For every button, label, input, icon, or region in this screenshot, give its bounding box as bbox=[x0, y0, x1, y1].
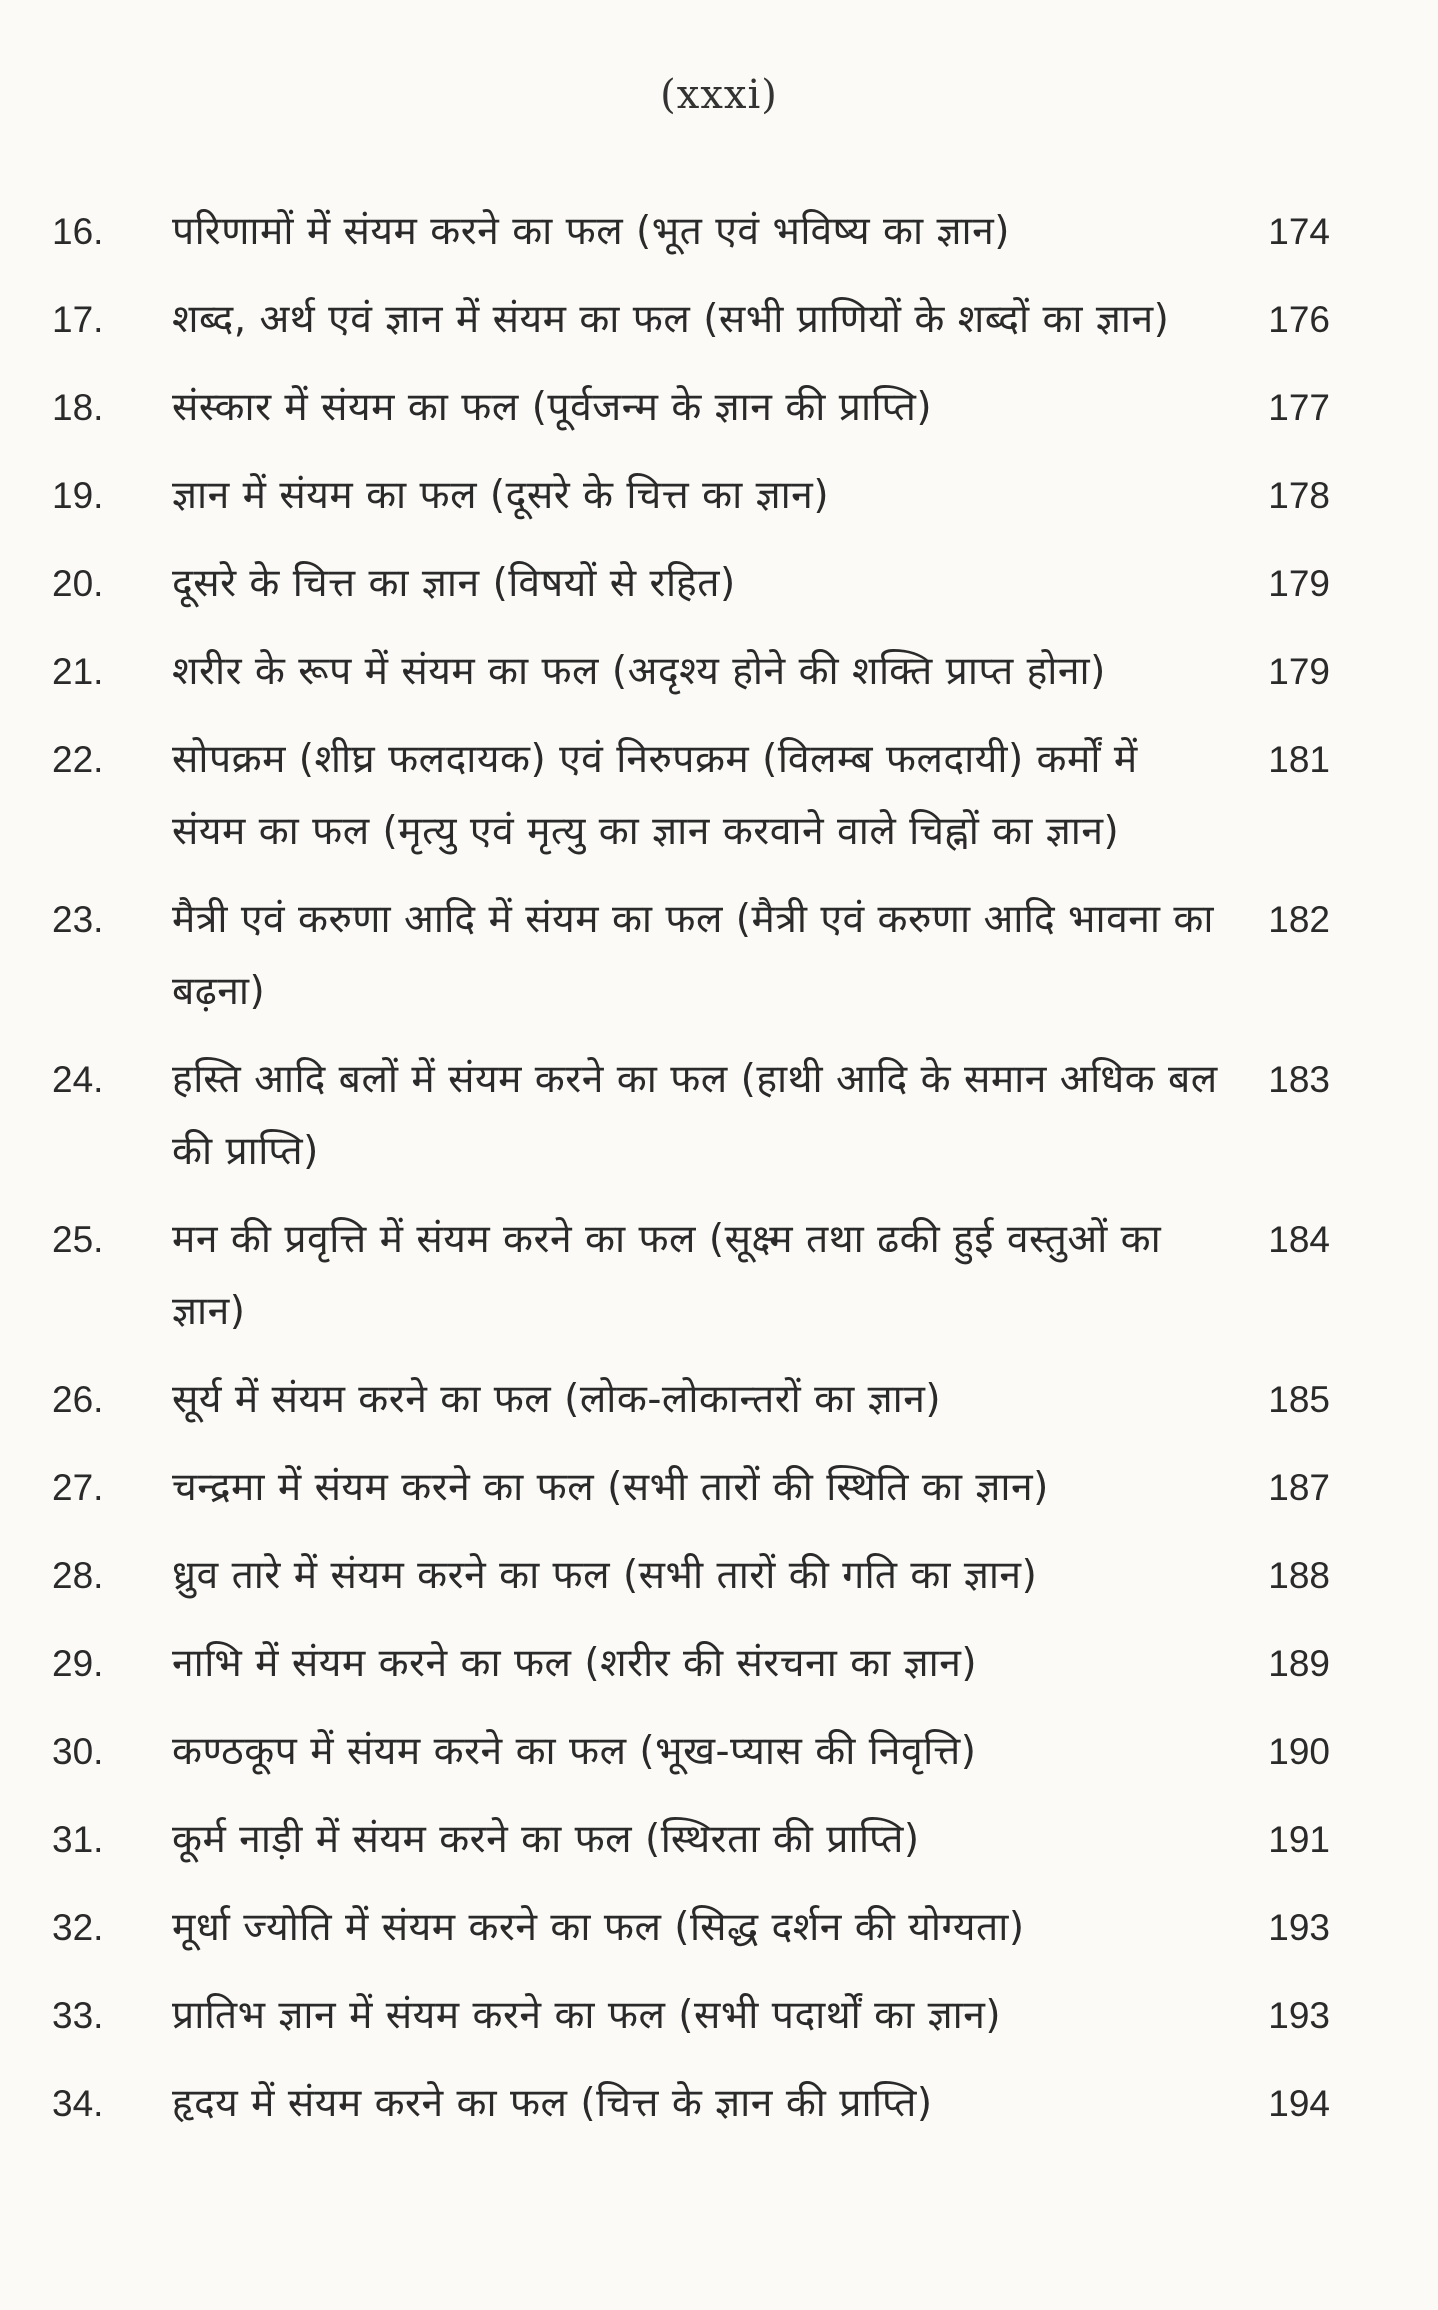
entry-title: हस्ति आदि बलों में संयम करने का फल (हाथी आदि के समान अधिक बल की प्राप्ति) bbox=[172, 1057, 1218, 1174]
entry-number: 27. bbox=[52, 1467, 104, 1508]
toc-entry bbox=[0, 196, 1438, 268]
toc-entry bbox=[0, 1540, 1438, 1612]
entry-page-number: 179 bbox=[1268, 563, 1330, 604]
entry-number: 33. bbox=[52, 1995, 104, 2036]
entry-page-number: 174 bbox=[1268, 211, 1330, 252]
entry-number: 32. bbox=[52, 1907, 104, 1948]
entry-number: 30. bbox=[52, 1731, 104, 1772]
entry-title: चन्द्रमा में संयम करने का फल (सभी तारों की स्थिति का ज्ञान) bbox=[172, 1465, 1049, 1510]
toc-entry bbox=[0, 1804, 1438, 1876]
entry-page-number: 182 bbox=[1268, 899, 1330, 940]
entry-title: नाभि में संयम करने का फल (शरीर की संरचना का ज्ञान) bbox=[172, 1641, 978, 1686]
entry-title: मूर्धा ज्योति में संयम करने का फल (सिद्ध दर्शन की योग्यता) bbox=[172, 1905, 1025, 1950]
entry-number: 18. bbox=[52, 387, 104, 428]
entry-title: प्रातिभ ज्ञान में संयम करने का फल (सभी पदार्थों का ज्ञान) bbox=[172, 1993, 1002, 2038]
toc-entry bbox=[0, 636, 1438, 708]
entry-title: शब्द, अर्थ एवं ज्ञान में संयम का फल (सभी प्राणियों के शब्दों का ज्ञान) bbox=[172, 297, 1170, 342]
toc-entry bbox=[0, 1364, 1438, 1436]
entry-title: परिणामों में संयम करने का फल (भूत एवं भविष्य का ज्ञान) bbox=[172, 209, 1010, 254]
entry-page-number: 177 bbox=[1268, 387, 1330, 428]
entry-number: 29. bbox=[52, 1643, 104, 1684]
toc-entry bbox=[0, 372, 1438, 444]
entry-page-number: 187 bbox=[1268, 1467, 1330, 1508]
toc-entry bbox=[0, 1892, 1438, 1964]
toc-entry bbox=[0, 1204, 1438, 1348]
entry-page-number: 190 bbox=[1268, 1731, 1330, 1772]
entry-title: मैत्री एवं करुणा आदि में संयम का फल (मैत्री एवं करुणा आदि भावना का बढ़ना) bbox=[172, 897, 1214, 1014]
entry-page-number: 181 bbox=[1268, 739, 1330, 780]
toc-entry bbox=[0, 548, 1438, 620]
entry-number: 25. bbox=[52, 1219, 104, 1260]
entry-title: सूर्य में संयम करने का फल (लोक-लोकान्तरों का ज्ञान) bbox=[172, 1377, 942, 1422]
entry-page-number: 193 bbox=[1268, 1907, 1330, 1948]
entry-page-number: 183 bbox=[1268, 1059, 1330, 1100]
entry-number: 19. bbox=[52, 475, 104, 516]
toc-entry bbox=[0, 724, 1438, 868]
toc-entry bbox=[0, 1628, 1438, 1700]
toc-entry bbox=[0, 284, 1438, 356]
entry-number: 34. bbox=[52, 2083, 104, 2124]
entry-title: ध्रुव तारे में संयम करने का फल (सभी तारों की गति का ज्ञान) bbox=[172, 1553, 1038, 1598]
entry-title: सोपक्रम (शीघ्र फलदायक) एवं निरुपक्रम (विलम्ब फलदायी) कर्मों में संयम का फल (मृत्यु एवं मृत्यु का ज्ञान करवाने वाले चिह्नों का ज्ञान) bbox=[172, 737, 1138, 854]
entry-number: 17. bbox=[52, 299, 104, 340]
entry-title: दूसरे के चित्त का ज्ञान (विषयों से रहित) bbox=[172, 561, 736, 606]
toc-entry bbox=[0, 884, 1438, 1028]
entry-page-number: 185 bbox=[1268, 1379, 1330, 1420]
entry-page-number: 189 bbox=[1268, 1643, 1330, 1684]
entry-title: ज्ञान में संयम का फल (दूसरे के चित्त का ज्ञान) bbox=[172, 473, 830, 518]
entry-page-number: 176 bbox=[1268, 299, 1330, 340]
entry-page-number: 193 bbox=[1268, 1995, 1330, 2036]
entry-page-number: 194 bbox=[1268, 2083, 1330, 2124]
toc-entry bbox=[0, 460, 1438, 532]
entry-number: 31. bbox=[52, 1819, 104, 1860]
entry-page-number: 191 bbox=[1268, 1819, 1330, 1860]
toc-entry bbox=[0, 1452, 1438, 1524]
entry-number: 16. bbox=[52, 211, 104, 252]
entry-page-number: 179 bbox=[1268, 651, 1330, 692]
page-number-header: (xxxi) bbox=[660, 72, 778, 118]
entry-title: संस्कार में संयम का फल (पूर्वजन्म के ज्ञान की प्राप्ति) bbox=[172, 385, 933, 430]
entry-number: 20. bbox=[52, 563, 104, 604]
entry-number: 26. bbox=[52, 1379, 104, 1420]
entry-title: शरीर के रूप में संयम का फल (अदृश्य होने की शक्ति प्राप्त होना) bbox=[172, 649, 1106, 694]
toc-entry bbox=[0, 2068, 1438, 2140]
toc-entry bbox=[0, 1980, 1438, 2052]
entry-number: 22. bbox=[52, 739, 104, 780]
entry-number: 21. bbox=[52, 651, 104, 692]
entry-page-number: 188 bbox=[1268, 1555, 1330, 1596]
entry-title: हृदय में संयम करने का फल (चित्त के ज्ञान की प्राप्ति) bbox=[172, 2081, 933, 2126]
entry-number: 23. bbox=[52, 899, 104, 940]
entry-number: 24. bbox=[52, 1059, 104, 1100]
entry-page-number: 178 bbox=[1268, 475, 1330, 516]
entry-number: 28. bbox=[52, 1555, 104, 1596]
toc-entry bbox=[0, 1716, 1438, 1788]
table-of-contents bbox=[0, 196, 1438, 2156]
entry-title: मन की प्रवृत्ति में संयम करने का फल (सूक्ष्म तथा ढकी हुई वस्तुओं का ज्ञान) bbox=[172, 1217, 1162, 1334]
toc-entry bbox=[0, 1044, 1438, 1188]
entry-title: कण्ठकूप में संयम करने का फल (भूख-प्यास की निवृत्ति) bbox=[172, 1729, 977, 1774]
entry-title: कूर्म नाड़ी में संयम करने का फल (स्थिरता की प्राप्ति) bbox=[172, 1817, 920, 1862]
entry-page-number: 184 bbox=[1268, 1219, 1330, 1260]
